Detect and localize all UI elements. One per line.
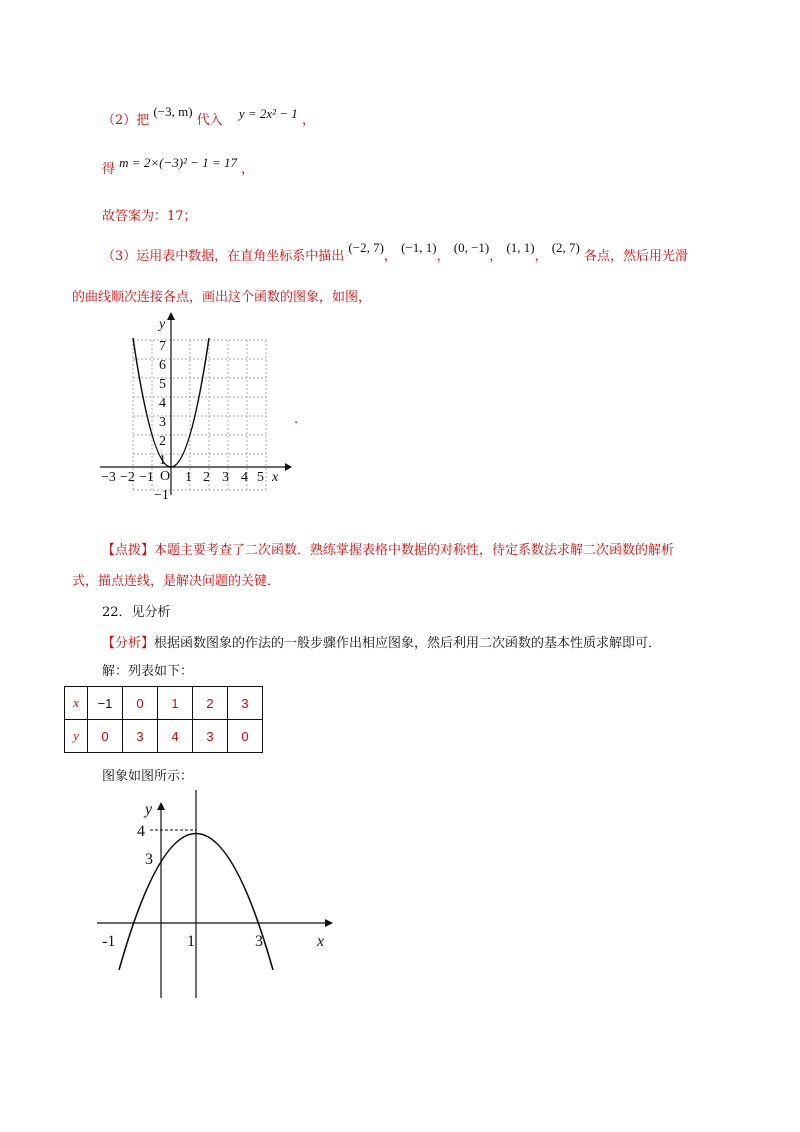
x-label: x (317, 933, 325, 950)
sep: ， (534, 249, 548, 264)
x-label: x (272, 470, 279, 485)
equation-m: m = 2×(−3)² − 1 = 17 (119, 155, 237, 170)
point-2: (−1, 1) (401, 240, 437, 255)
origin-label: O (160, 469, 171, 484)
table-cell: 0 (123, 687, 158, 720)
point-5: (2, 7) (551, 240, 580, 255)
parabola-graph-1 (95, 310, 295, 505)
x-axis-arrow (285, 463, 292, 471)
y-axis-arrow (157, 802, 165, 810)
x-tick-4: 4 (241, 470, 248, 485)
table-cell: 3 (123, 720, 158, 753)
x-tick-5: 5 (257, 470, 264, 485)
part3-tail: 各点，然后用光滑 (584, 249, 689, 264)
solution-text: 解：列表如下： (102, 664, 194, 679)
table-cell: 3 (228, 687, 263, 720)
sep: ， (436, 249, 450, 264)
table-cell: 0 (228, 720, 263, 753)
sep: ， (383, 249, 397, 264)
comma: ， (241, 162, 255, 177)
y-tick-1: 1 (159, 453, 166, 468)
dianbo-line2: 式，描点连线，是解决问题的关键． (72, 574, 281, 589)
point-3: (0, −1) (453, 240, 490, 255)
y-tick-7: 7 (159, 339, 166, 354)
table-cell: x (65, 687, 88, 720)
x-tick-neg2: −2 (120, 470, 135, 485)
graph-caption: 图象如图所示： (102, 769, 194, 784)
dianbo-text1: 本题主要考查了二次函数．熟练掌握表格中数据的对称性，待定系数法求解二次函数的解析 (154, 543, 675, 558)
dianbo-tag: 【点拨】 (102, 543, 155, 558)
parabola-graph-2 (95, 790, 340, 1005)
x-tick-neg1: −1 (139, 470, 154, 485)
table-row-y (65, 720, 263, 753)
table-cell: 4 (158, 720, 193, 753)
table-cell: y (65, 720, 88, 753)
y-tick-5: 5 (159, 377, 166, 392)
part3-lead: （3）运用表中数据，在直角坐标系中描出 (102, 249, 345, 264)
x-axis-arrow (325, 919, 333, 927)
graph2-labels (102, 801, 324, 950)
x-tick-1: 1 (187, 933, 195, 950)
y-tick-4: 4 (137, 823, 145, 840)
part3-line (102, 240, 689, 264)
substitute-text: 代入 (196, 113, 223, 128)
q22-analysis (102, 632, 661, 651)
part2-number: （2）把 (102, 113, 150, 128)
analysis-tag: 【分析】 (102, 636, 155, 651)
x-tick-neg3: −3 (101, 470, 116, 485)
y-tick-neg1: −1 (154, 488, 169, 503)
answer-line: 故答案为：17； (102, 209, 197, 224)
table-cell: 2 (193, 687, 228, 720)
table-cell: 3 (193, 720, 228, 753)
dianbo-line1 (102, 539, 674, 558)
table-cell: −1 (88, 687, 123, 720)
x-tick-3: 3 (222, 470, 229, 485)
period: . (294, 412, 299, 427)
x-tick-neg1: -1 (102, 933, 116, 950)
value-table (64, 686, 263, 753)
sep: ， (489, 249, 503, 264)
table-cell: 1 (158, 687, 193, 720)
part2-result-line (102, 155, 255, 177)
part3-line2: 的曲线顺次连接各点，画出这个函数的图象，如图， (72, 290, 372, 305)
table-cell: 0 (88, 720, 123, 753)
y-tick-6: 6 (159, 358, 166, 373)
y-tick-3: 3 (159, 415, 166, 430)
de-text: 得 (102, 162, 116, 177)
point-1: (−2, 7) (348, 240, 384, 255)
part2-line (102, 104, 315, 128)
comma: ， (301, 113, 315, 128)
q22-heading: 22．见分析 (102, 605, 171, 620)
y-tick-3: 3 (145, 851, 153, 868)
x-tick-1: 1 (185, 470, 192, 485)
point-neg3-m: (−3, m) (153, 104, 193, 119)
y-label: y (159, 317, 166, 332)
table-row-x (65, 687, 263, 720)
y-label: y (145, 801, 153, 818)
y-axis-arrow (167, 312, 175, 320)
y-tick-2: 2 (159, 434, 166, 449)
equation-y: y = 2x² − 1 (238, 106, 298, 121)
x-tick-2: 2 (203, 470, 210, 485)
analysis-text: 根据函数图象的作法的一般步骤作出相应图象，然后利用二次函数的基本性质求解即可． (154, 636, 662, 651)
y-tick-4: 4 (159, 396, 166, 411)
x-tick-3: 3 (255, 933, 263, 950)
point-4: (1, 1) (506, 240, 535, 255)
